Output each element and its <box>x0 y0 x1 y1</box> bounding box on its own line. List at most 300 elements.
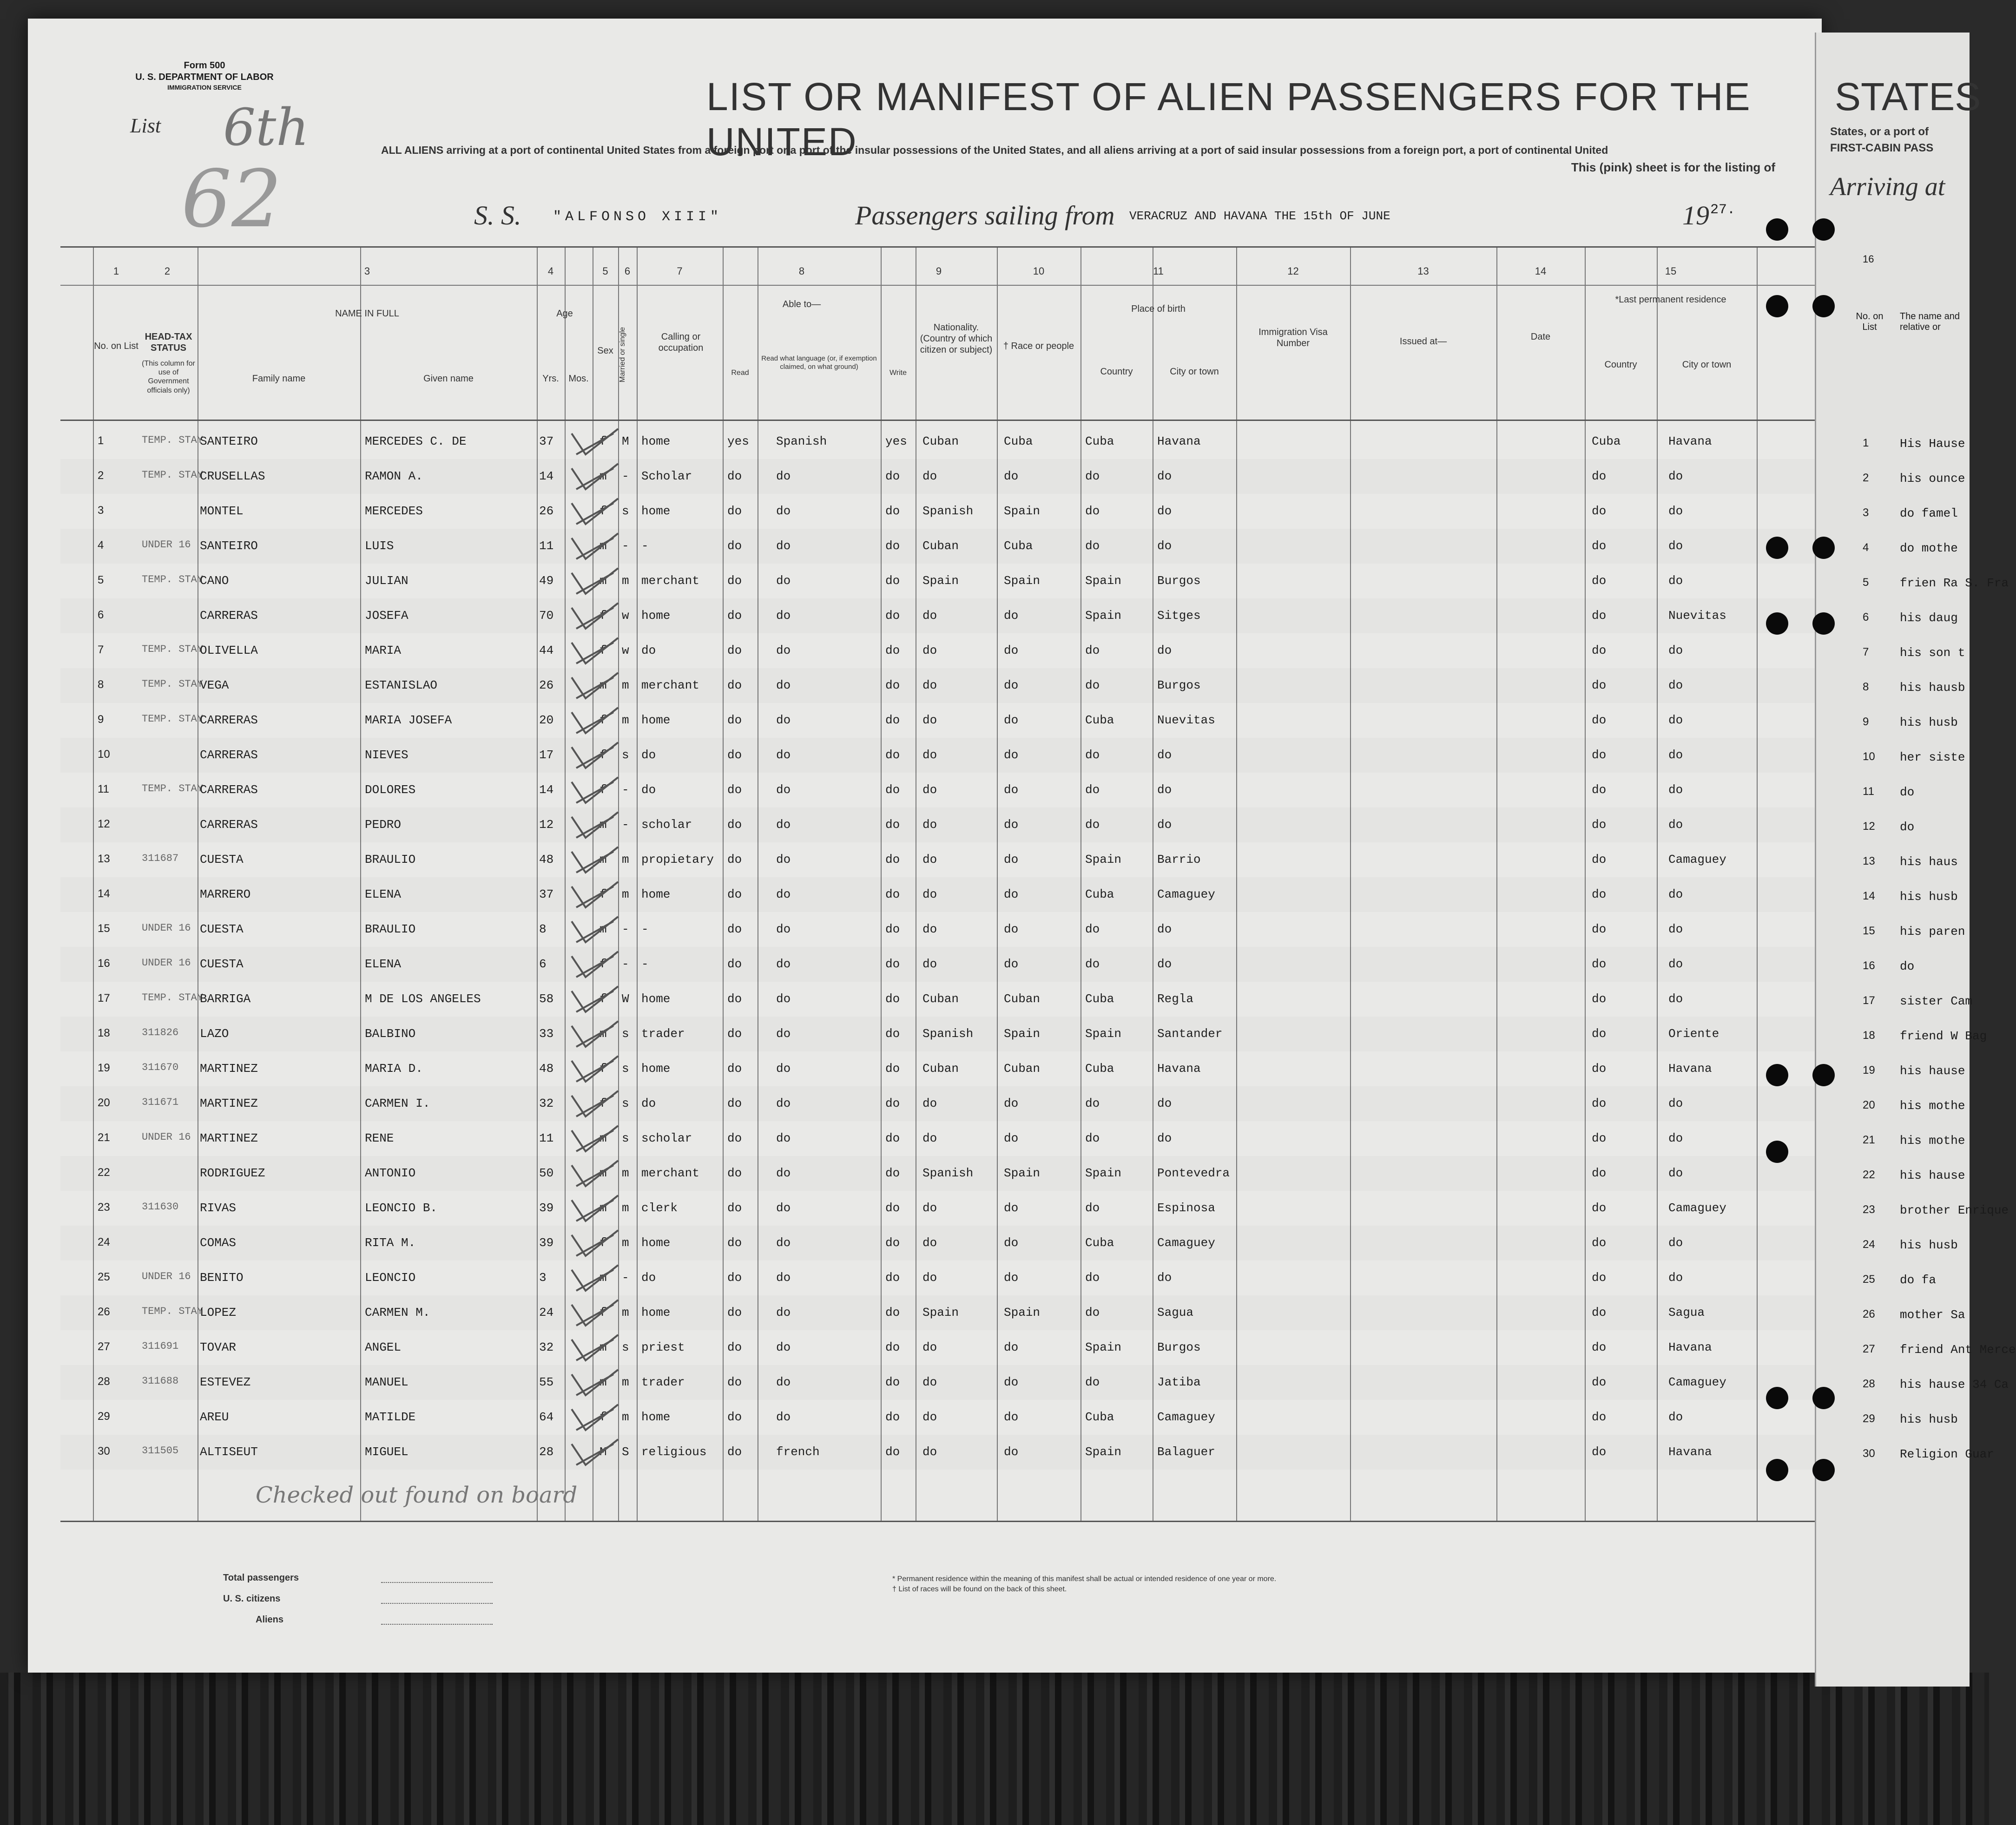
cell-nationality: do <box>922 1340 937 1354</box>
relative-text: do <box>1900 959 1915 973</box>
cell-sex: m <box>600 922 607 936</box>
colnum-15: 15 <box>1665 265 1677 277</box>
colnum-11: 11 <box>1153 265 1164 277</box>
cell-age: 37 <box>539 434 554 448</box>
checkmark-icon <box>567 496 637 529</box>
cell-occupation: - <box>641 539 649 553</box>
subtitle-continued-2: FIRST-CABIN PASS <box>1830 142 1934 154</box>
cell-age: 26 <box>539 678 554 692</box>
cell-read: do <box>727 1445 742 1459</box>
cell-family: ESTEVEZ <box>200 1375 251 1389</box>
checkmark-icon <box>567 427 637 459</box>
cell-language: do <box>776 818 791 832</box>
relative-row <box>1816 1333 2016 1368</box>
cell-occupation: do <box>641 748 656 762</box>
cell-race: do <box>1004 922 1019 936</box>
cell-given: BRAULIO <box>365 922 416 936</box>
cell-read: do <box>727 1096 742 1110</box>
cell-occupation: home <box>641 1410 671 1424</box>
checkmark-icon <box>567 845 637 877</box>
sailing-label: Passengers sailing from <box>855 200 1115 230</box>
cell-given: M DE LOS ANGELES <box>365 992 481 1006</box>
header-res-country: Country <box>1604 360 1637 370</box>
punch-hole <box>1812 1064 1835 1086</box>
cell-language: do <box>776 643 791 657</box>
cell-res-city: do <box>1668 713 1683 727</box>
cell-no: 19 <box>98 1062 110 1074</box>
cell-write: do <box>885 643 900 657</box>
cell-no: 8 <box>98 678 104 691</box>
cell-birth-city: Burgos <box>1157 678 1201 692</box>
header-issued-at: Issued at— <box>1399 336 1447 347</box>
cell-status: 311687 <box>142 853 179 864</box>
table-row <box>60 877 1822 912</box>
cell-language: do <box>776 853 791 867</box>
checkmark-icon <box>567 1123 637 1156</box>
cell-res-country: do <box>1592 678 1607 692</box>
cell-nationality: do <box>922 1271 937 1285</box>
cell-birth-country: Cuba <box>1085 1410 1114 1424</box>
relative-row <box>1816 532 1970 567</box>
cell-no: 17 <box>98 992 110 1004</box>
cell-race: Spain <box>1004 504 1041 518</box>
cell-sex: f <box>600 1062 607 1076</box>
relative-text: his husb <box>1900 716 1958 729</box>
relative-row <box>1816 1194 2009 1229</box>
manifest-table <box>60 246 1822 1522</box>
cell-family: ALTISEUT <box>200 1445 258 1459</box>
cell-occupation: trader <box>641 1027 685 1041</box>
cell-language: do <box>776 992 791 1006</box>
cell-age: 33 <box>539 1027 554 1041</box>
year-suffix: 27. <box>1710 202 1736 218</box>
punch-hole <box>1766 295 1788 317</box>
cell-birth-city: do <box>1157 957 1172 971</box>
cell-res-city: do <box>1668 992 1683 1006</box>
cell-birth-country: Cuba <box>1085 713 1114 727</box>
cell-birth-city: do <box>1157 818 1172 832</box>
header-family-name: Family name <box>252 374 306 384</box>
cell-res-country: do <box>1592 1236 1607 1250</box>
checkmark-icon <box>567 914 637 947</box>
cell-birth-country: do <box>1085 818 1100 832</box>
cell-write: do <box>885 713 900 727</box>
cell-res-country: do <box>1592 1062 1607 1076</box>
relative-row-number: 16 <box>1863 959 1875 972</box>
cell-family: AREU <box>200 1410 229 1424</box>
cell-marital: - <box>622 922 629 936</box>
cell-status: 311670 <box>142 1062 179 1073</box>
cell-read: do <box>727 1131 742 1145</box>
relative-row <box>1816 1368 2009 1403</box>
colnum-8: 8 <box>798 265 805 277</box>
cell-write: do <box>885 1201 900 1215</box>
cell-language: do <box>776 957 791 971</box>
relative-text: do fa <box>1900 1273 1937 1287</box>
header-birth-country: Country <box>1100 367 1133 377</box>
cell-write: do <box>885 1410 900 1424</box>
cell-read: do <box>727 1340 742 1354</box>
cell-given: RENE <box>365 1131 394 1145</box>
cell-nationality: Spanish <box>922 1027 974 1041</box>
header-birth-city: City or town <box>1170 367 1219 377</box>
cell-language: do <box>776 469 791 483</box>
cell-status: TEMP. STAY <box>142 469 204 481</box>
relative-text: his son t <box>1900 646 1965 660</box>
cell-birth-city: Balaguer <box>1157 1445 1215 1459</box>
cell-no: 14 <box>98 887 110 900</box>
cell-sex: m <box>600 1340 607 1354</box>
cell-given: NIEVES <box>365 748 408 762</box>
cell-family: TOVAR <box>200 1340 237 1354</box>
cell-res-country: do <box>1592 783 1607 797</box>
table-row <box>60 1156 1822 1191</box>
cell-family: MONTEL <box>200 504 244 518</box>
cell-nationality: Cuban <box>922 992 959 1006</box>
checkmark-icon <box>567 1054 637 1086</box>
colnum-7: 7 <box>677 265 683 277</box>
cell-language: do <box>776 1306 791 1320</box>
punch-hole <box>1766 612 1788 635</box>
cell-age: 17 <box>539 748 554 762</box>
cell-status: 311826 <box>142 1027 179 1038</box>
cell-occupation: priest <box>641 1340 685 1354</box>
cell-sex: m <box>600 469 607 483</box>
table-row <box>60 807 1822 842</box>
cell-nationality: Spanish <box>922 504 974 518</box>
table-row <box>60 564 1822 598</box>
cell-birth-country: do <box>1085 748 1100 762</box>
cell-res-city: Camaguey <box>1668 1201 1726 1215</box>
cell-family: OLIVELLA <box>200 643 258 657</box>
cell-age: 3 <box>539 1271 547 1285</box>
cell-birth-city: Regla <box>1157 992 1194 1006</box>
cell-family: SANTEIRO <box>200 434 258 448</box>
cell-read: do <box>727 1410 742 1424</box>
relative-text: do <box>1900 785 1915 799</box>
footer-total-label: Total passengers <box>223 1573 299 1583</box>
cell-read: do <box>727 469 742 483</box>
cell-occupation: home <box>641 887 671 901</box>
cell-given: MANUEL <box>365 1375 408 1389</box>
header-col16-no: No. on List <box>1856 311 1884 332</box>
table-row <box>60 1086 1822 1121</box>
cell-read: do <box>727 1201 742 1215</box>
cell-no: 2 <box>98 469 104 482</box>
cell-read: do <box>727 992 742 1006</box>
cell-race: Spain <box>1004 1027 1041 1041</box>
cell-nationality: do <box>922 643 937 657</box>
relative-row <box>1816 1090 1970 1124</box>
cell-birth-country: do <box>1085 643 1100 657</box>
cell-given: ANTONIO <box>365 1166 416 1180</box>
cell-language: do <box>776 1375 791 1389</box>
cell-age: 6 <box>539 957 547 971</box>
cell-marital: m <box>622 574 629 588</box>
relative-row-number: 25 <box>1863 1273 1875 1286</box>
cell-read: do <box>727 1271 742 1285</box>
relative-row-number: 29 <box>1863 1412 1875 1425</box>
cell-age: 14 <box>539 469 554 483</box>
relative-row <box>1816 1403 1970 1438</box>
cell-no: 10 <box>98 748 110 761</box>
cell-marital: m <box>622 1375 629 1389</box>
footer-us-citizens-label: U. S. citizens <box>223 1594 281 1604</box>
colnum-10: 10 <box>1033 265 1045 277</box>
table-row <box>60 1121 1822 1156</box>
cell-write: do <box>885 1340 900 1354</box>
checkmark-icon <box>567 775 637 807</box>
checkmark-icon <box>567 1437 637 1470</box>
cell-no: 21 <box>98 1131 110 1144</box>
cell-birth-city: do <box>1157 1131 1172 1145</box>
table-row <box>60 982 1822 1017</box>
cell-res-city: do <box>1668 1236 1683 1250</box>
cell-race: do <box>1004 678 1019 692</box>
footnote-races: † List of races will be found on the back of this sheet. <box>892 1585 1067 1593</box>
cell-birth-city: Camaguey <box>1157 887 1215 901</box>
cell-occupation: do <box>641 1271 656 1285</box>
list-label: List <box>130 114 161 137</box>
table-row <box>60 1435 1822 1470</box>
cell-status: TEMP. STAY <box>142 434 204 446</box>
cell-language: do <box>776 1271 791 1285</box>
cell-sex: m <box>600 1375 607 1389</box>
cell-nationality: do <box>922 1410 937 1424</box>
cell-res-country: do <box>1592 1410 1607 1424</box>
cell-no: 9 <box>98 713 104 726</box>
table-row <box>60 529 1822 564</box>
relative-row <box>1816 880 1970 915</box>
cell-res-country: do <box>1592 1201 1607 1215</box>
cell-family: MARRERO <box>200 887 251 901</box>
cell-birth-city: Camaguey <box>1157 1410 1215 1424</box>
cell-write: do <box>885 818 900 832</box>
cell-marital: s <box>622 1131 629 1145</box>
cell-no: 27 <box>98 1340 110 1353</box>
cell-res-country: do <box>1592 887 1607 901</box>
cell-nationality: Spain <box>922 574 959 588</box>
cell-status: UNDER 16 <box>142 1131 191 1143</box>
cell-nationality: do <box>922 957 937 971</box>
cell-read: do <box>727 713 742 727</box>
cell-status: TEMP. STAY <box>142 1306 204 1317</box>
cell-given: CARMEN I. <box>365 1096 430 1110</box>
cell-occupation: home <box>641 434 671 448</box>
header-read: Read <box>731 369 749 377</box>
cell-language: do <box>776 1131 791 1145</box>
relative-text: his hausb <box>1900 681 1965 695</box>
cell-marital: - <box>622 469 629 483</box>
table-row <box>60 494 1822 529</box>
cell-res-city: Havana <box>1668 1340 1712 1354</box>
cell-language: do <box>776 887 791 901</box>
cell-res-city: do <box>1668 957 1683 971</box>
relative-text: his husb <box>1900 890 1958 904</box>
cell-birth-country: do <box>1085 922 1100 936</box>
header-date: Date <box>1530 332 1551 342</box>
relative-row <box>1816 1020 1987 1055</box>
relative-row <box>1816 567 2009 602</box>
cell-race: do <box>1004 469 1019 483</box>
cell-marital: m <box>622 1201 629 1215</box>
cell-status: 311671 <box>142 1096 179 1108</box>
cell-no: 30 <box>98 1445 110 1457</box>
cell-age: 39 <box>539 1201 554 1215</box>
checkmark-icon <box>567 949 637 982</box>
cell-age: 28 <box>539 1445 554 1459</box>
cell-write: do <box>885 992 900 1006</box>
cell-race: do <box>1004 1236 1019 1250</box>
relative-text: his paren <box>1900 925 1965 939</box>
cell-sex: f <box>600 957 607 971</box>
cell-read: do <box>727 678 742 692</box>
cell-birth-country: do <box>1085 1131 1100 1145</box>
cell-given: LEONCIO B. <box>365 1201 438 1215</box>
cell-age: 55 <box>539 1375 554 1389</box>
cell-res-country: Cuba <box>1592 434 1621 448</box>
cell-family: RIVAS <box>200 1201 237 1215</box>
cell-res-city: do <box>1668 1410 1683 1424</box>
relative-text: his husb <box>1900 1412 1958 1426</box>
punch-hole <box>1766 1141 1788 1163</box>
cell-res-city: do <box>1668 678 1683 692</box>
cell-given: CARMEN M. <box>365 1306 430 1320</box>
cell-language: do <box>776 574 791 588</box>
cell-sex: m <box>600 1271 607 1285</box>
table-row <box>60 668 1822 703</box>
form-number: Form 500 <box>184 60 225 71</box>
cell-family: LOPEZ <box>200 1306 237 1320</box>
checkmark-icon <box>567 1263 637 1295</box>
relative-row <box>1816 1438 1994 1473</box>
cell-family: CUESTA <box>200 957 244 971</box>
cell-res-country: do <box>1592 1166 1607 1180</box>
punch-hole <box>1766 1064 1788 1086</box>
year-prefix: 19 <box>1682 200 1709 230</box>
cell-read: do <box>727 1027 742 1041</box>
cell-write: do <box>885 1445 900 1459</box>
cell-language: do <box>776 922 791 936</box>
cell-no: 1 <box>98 434 104 447</box>
relative-row <box>1816 950 1970 985</box>
cell-birth-country: Spain <box>1085 853 1122 867</box>
cell-read: do <box>727 887 742 901</box>
cell-res-country: do <box>1592 1271 1607 1285</box>
cell-no: 13 <box>98 853 110 865</box>
header-nationality: Nationality. (Country of which citizen or subject) <box>920 322 993 355</box>
cell-read: do <box>727 1236 742 1250</box>
cell-age: 32 <box>539 1340 554 1354</box>
cell-write: do <box>885 853 900 867</box>
cell-res-country: do <box>1592 609 1607 623</box>
cell-language: do <box>776 1027 791 1041</box>
cell-birth-city: do <box>1157 922 1172 936</box>
cell-nationality: do <box>922 713 937 727</box>
cell-race: do <box>1004 853 1019 867</box>
cell-birth-city: Havana <box>1157 434 1201 448</box>
cell-birth-country: do <box>1085 539 1100 553</box>
cell-age: 64 <box>539 1410 554 1424</box>
cell-occupation: home <box>641 1062 671 1076</box>
relative-row <box>1816 846 1970 880</box>
cell-read: do <box>727 1062 742 1076</box>
relative-row <box>1816 1124 1970 1159</box>
cell-family: MARTINEZ <box>200 1131 258 1145</box>
cell-family: CARRERAS <box>200 609 258 623</box>
relative-row <box>1816 602 1970 637</box>
cell-sex: m <box>600 1131 607 1145</box>
cell-age: 11 <box>539 539 554 553</box>
cell-write: do <box>885 609 900 623</box>
relative-row-number: 9 <box>1863 716 1869 728</box>
checkmark-icon <box>567 531 637 564</box>
cell-sex: f <box>600 1410 607 1424</box>
cell-no: 6 <box>98 609 104 621</box>
cell-race: Spain <box>1004 1306 1041 1320</box>
colnum-5: 5 <box>602 265 608 277</box>
cell-family: BENITO <box>200 1271 244 1285</box>
cell-birth-country: do <box>1085 1375 1100 1389</box>
cell-read: do <box>727 643 742 657</box>
cell-res-city: Camaguey <box>1668 1375 1726 1389</box>
cell-sex: f <box>600 609 607 623</box>
cell-language: do <box>776 748 791 762</box>
cell-birth-country: do <box>1085 1306 1100 1320</box>
cell-no: 16 <box>98 957 110 970</box>
cell-write: do <box>885 1062 900 1076</box>
cell-birth-city: do <box>1157 469 1172 483</box>
cell-family: VEGA <box>200 678 229 692</box>
punch-hole <box>1766 537 1788 559</box>
cell-family: RODRIGUEZ <box>200 1166 265 1180</box>
cell-no: 4 <box>98 539 104 551</box>
relative-row-number: 10 <box>1863 750 1875 763</box>
cell-read: do <box>727 818 742 832</box>
colnum-13: 13 <box>1417 265 1429 277</box>
cell-given: RITA M. <box>365 1236 416 1250</box>
cell-birth-country: do <box>1085 957 1100 971</box>
cell-language: do <box>776 539 791 553</box>
cell-sex: m <box>600 539 607 553</box>
table-row <box>60 459 1822 494</box>
checkmark-icon <box>567 1019 637 1051</box>
relative-row-number: 6 <box>1863 611 1869 624</box>
header-mos: Mos. <box>568 374 589 384</box>
relative-row-number: 5 <box>1863 576 1869 589</box>
cell-given: MARIA <box>365 643 402 657</box>
cell-write: do <box>885 1375 900 1389</box>
cell-res-country: do <box>1592 818 1607 832</box>
table-row <box>60 703 1822 738</box>
cell-given: ELENA <box>365 957 402 971</box>
cell-birth-city: do <box>1157 504 1172 518</box>
cell-occupation: Scholar <box>641 469 692 483</box>
cell-sex: f <box>600 713 607 727</box>
table-row <box>60 1051 1822 1086</box>
cell-given: PEDRO <box>365 818 402 832</box>
cell-age: 37 <box>539 887 554 901</box>
relative-text: friend Ant Merce <box>1900 1343 2016 1357</box>
footer-us-line <box>381 1603 493 1604</box>
cell-birth-country: do <box>1085 783 1100 797</box>
cell-race: do <box>1004 1410 1019 1424</box>
colnum-4: 4 <box>547 265 554 277</box>
cell-no: 23 <box>98 1201 110 1214</box>
cell-status: TEMP. STAY <box>142 574 204 585</box>
cell-occupation: trader <box>641 1375 685 1389</box>
cell-age: 11 <box>539 1131 554 1145</box>
